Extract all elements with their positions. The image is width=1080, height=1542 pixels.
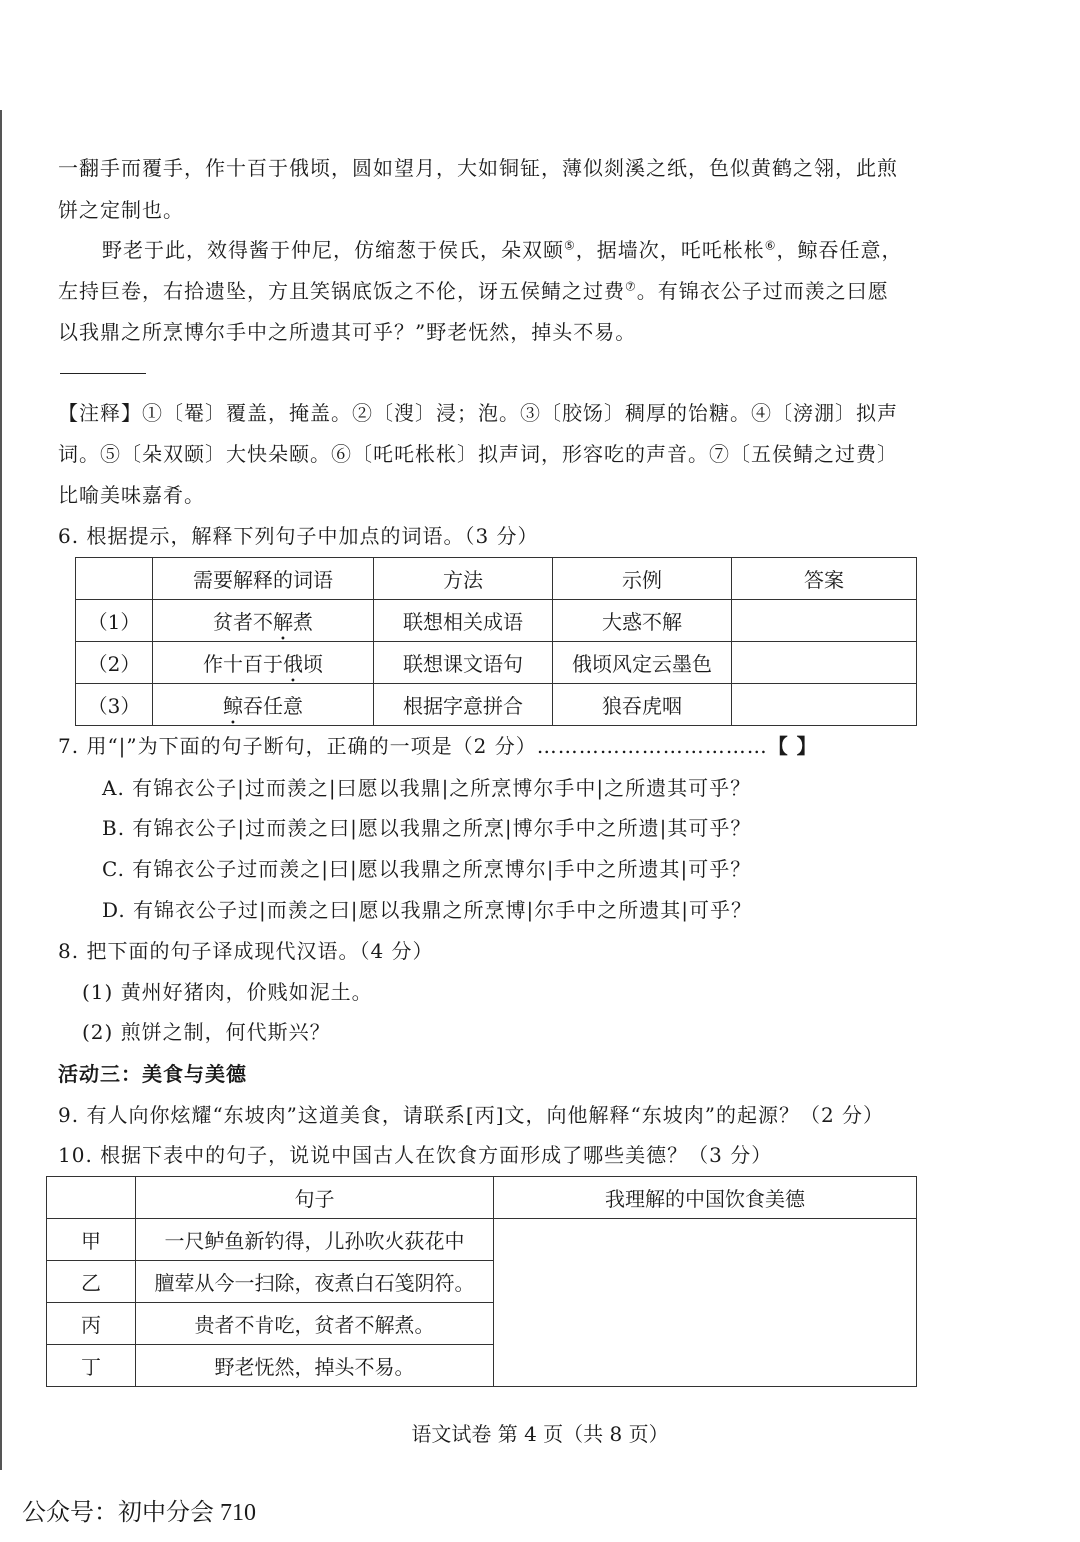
q8-sentence-2: (2) 煎饼之制，何代斯兴？ [82,1020,331,1044]
q8-title: 8. 把下面的句子译成现代汉语。（4 分） [58,939,434,963]
row-number: （2） [76,642,153,684]
q6-header-example: 示例 [553,558,732,600]
row-label: 甲 [47,1219,136,1261]
virtue-answer-cell[interactable] [494,1219,917,1387]
dotted-char: 解 [273,610,293,634]
row-label: 丙 [47,1303,136,1345]
notes-line-1: 【注释】①〔罨〕覆盖，掩盖。②〔溲〕浸；泡。③〔胶饧〕稠厚的饴糖。④〔滂淜〕拟声 [58,401,898,425]
row-number: （3） [76,684,153,726]
table-row [76,642,917,684]
q9-text: 9. 有人向你炫耀“东坡肉”这道美食，请联系[丙]文，向他解释“东坡肉”的起源？（2 分） [58,1103,885,1127]
word-cell: 鲸吞任意 [153,684,374,726]
q6-header-blank [76,558,153,600]
q6-title: 6. 根据提示，解释下列句子中加点的词语。（3 分） [58,524,539,548]
passage-line-5: 以我鼎之所烹博尔手中之所遗其可乎？”野老怃然，掉头不易。 [58,320,637,344]
table-row [76,600,917,642]
q7-option-d: D. 有锦衣公子过|而羡之曰|愿以我鼎之所烹博|尔手中之所遗其|可乎？ [102,898,752,922]
dotted-char: 鲸 [223,694,243,718]
q7-option-a: A. 有锦衣公子|过而羡之|曰愿以我鼎|之所烹博尔手中|之所遗其可乎？ [102,776,752,800]
notes-line-2: 词。⑤〔朵双颐〕大快朵颐。⑥〔吒吒枨枨〕拟声词，形容吃的声音。⑦〔五侯鲭之过费〕 [58,442,898,466]
method-cell: 根据字意拼合 [374,684,553,726]
page-footer: 语文试卷 第 4 页（共 8 页） [411,1422,669,1446]
sentence-cell: 贵者不肯吃，贫者不解煮。 [136,1303,494,1345]
dotted-char: 俄 [283,652,303,676]
method-cell: 联想相关成语 [374,600,553,642]
q8-sentence-1: (1) 黄州好猪肉，价贱如泥土。 [82,980,373,1004]
passage-line-2: 饼之定制也。 [58,198,184,222]
q10-header-row [47,1177,917,1219]
q6-table [75,557,917,726]
notes-line-3: 比喻美味嘉肴。 [58,483,205,507]
answer-cell[interactable] [732,684,917,726]
word-cell: 作十百于俄顷 [153,642,374,684]
row-label: 乙 [47,1261,136,1303]
page-left-border [0,110,2,1470]
q6-header-answer: 答案 [732,558,917,600]
activity-3-heading: 活动三：美食与美德 [58,1062,247,1086]
example-cell: 俄顷风定云墨色 [553,642,732,684]
answer-cell[interactable] [732,600,917,642]
passage-line-3: 野老于此，效得酱于仲尼，仿缩葱于侯氏，朵双颐⑤，据墙次，吒吒枨枨⑥，鲸吞任意， [102,238,903,262]
notes-divider [60,373,146,374]
q10-header-virtue: 我理解的中国饮食美德 [494,1177,917,1219]
q6-header-method: 方法 [374,558,553,600]
table-row [47,1219,917,1261]
q10-header-blank [47,1177,136,1219]
q6-header-word: 需要解释的词语 [153,558,374,600]
row-number: （1） [76,600,153,642]
passage-line-1: 一翻手而覆手，作十百于俄顷，圆如望月，大如铜钲，薄似剡溪之纸，色似黄鹤之翎，此煎 [58,156,898,180]
q7-option-c: C. 有锦衣公子过而羡之|曰|愿以我鼎之所烹博尔|手中之所遗其|可乎？ [102,857,752,881]
example-cell: 大惑不解 [553,600,732,642]
example-cell: 狼吞虎咽 [553,684,732,726]
sentence-cell: 一尺鲈鱼新钓得，儿孙吹火荻花中 [136,1219,494,1261]
q7-title: 7. 用“|”为下面的句子断句，正确的一项是（2 分）……………………………【 】 [58,734,818,758]
q7-option-b: B. 有锦衣公子|过而羡之曰|愿以我鼎之所烹|博尔手中之所遗|其可乎？ [102,816,752,840]
answer-bracket[interactable]: 【 】 [767,734,818,758]
q6-header-row [76,558,917,600]
word-cell: 贫者不解煮 [153,600,374,642]
answer-cell[interactable] [732,642,917,684]
watermark-text: 公众号：初中分会 710 [22,1500,256,1526]
row-label: 丁 [47,1345,136,1387]
q10-table [46,1176,917,1387]
q10-title: 10. 根据下表中的句子，说说中国古人在饮食方面形成了哪些美德？（3 分） [58,1143,773,1167]
method-cell: 联想课文语句 [374,642,553,684]
q10-header-sentence: 句子 [136,1177,494,1219]
sentence-cell: 膻荤从今一扫除，夜煮白石笺阴符。 [136,1261,494,1303]
passage-line-4: 左持巨卷，右拾遗坠，方且笑锅底饭之不伦，讶五侯鲭之过费⑦。有锦衣公子过而羡之曰愿 [58,279,889,303]
sentence-cell: 野老怃然，掉头不易。 [136,1345,494,1387]
table-row [76,684,917,726]
